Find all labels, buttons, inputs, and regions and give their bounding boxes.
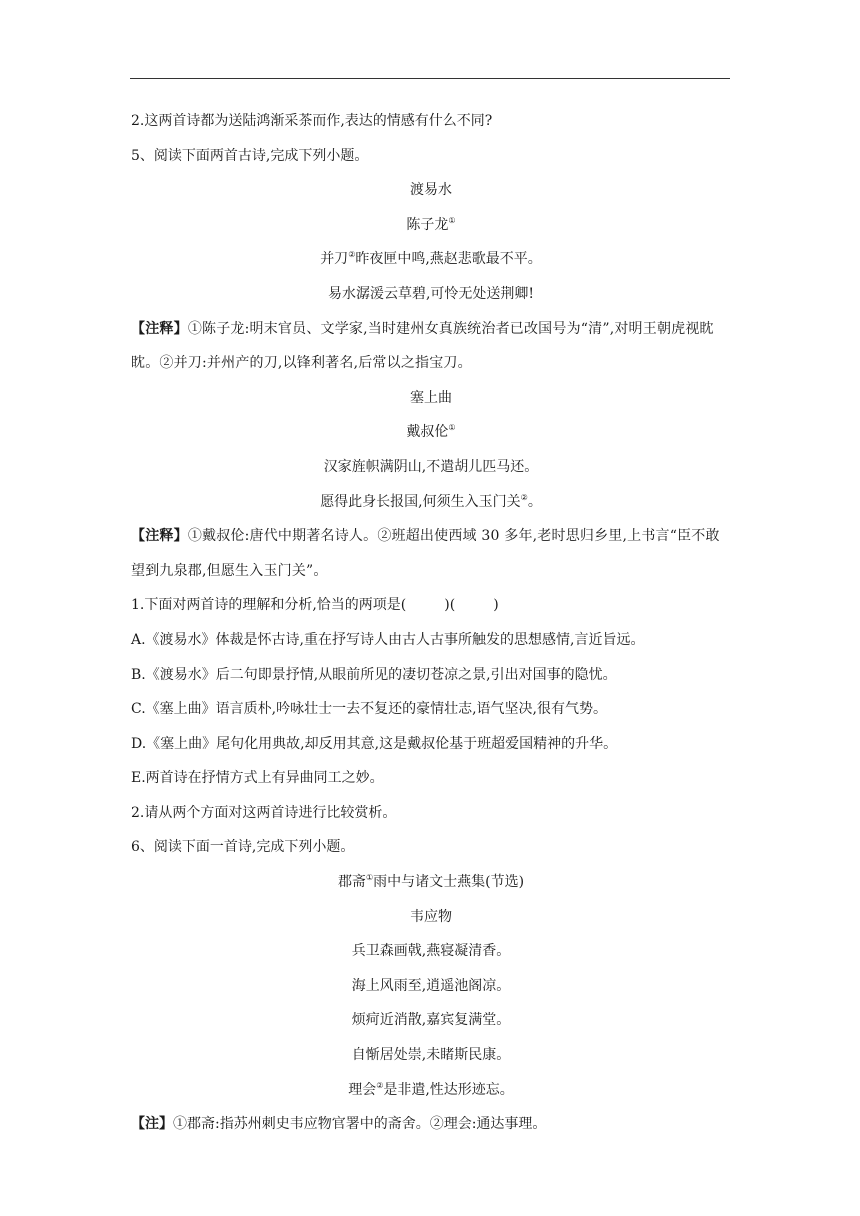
- poem2-notes: [131, 519, 731, 588]
- poem3-line-2: 海上风雨至,逍遥池阁凉。: [351, 977, 511, 994]
- poem3-line-5: [131, 1073, 731, 1108]
- footnote-mark: ②: [376, 1080, 384, 1090]
- poem3-title: [131, 865, 731, 900]
- poem1-title: 渡易水: [410, 182, 452, 199]
- footnote-mark: ①: [448, 423, 456, 433]
- section-5-heading: 5、阅读下面两首古诗,完成下列小题。: [131, 147, 369, 164]
- footnote-mark: ①: [448, 215, 456, 225]
- note-tag: 【注释】: [131, 528, 188, 545]
- poem1-line-2: 易水潺湲云草碧,可怜无处送荆卿!: [327, 285, 535, 302]
- poem2-line-2-part-b: 。: [527, 493, 542, 510]
- poem2-title: 塞上曲: [410, 389, 452, 406]
- footnote-mark: ②: [348, 250, 356, 260]
- poem1-author-name: 陈子龙: [406, 216, 449, 233]
- option-b: B.《渡易水》后二句即景抒情,从眼前所见的凄切苍凉之景,引出对国事的隐忧。: [131, 666, 617, 683]
- poem3-title-part-a: 郡斋: [337, 874, 366, 891]
- poem3-notes: [131, 1107, 731, 1142]
- footnote-mark: ②: [520, 492, 528, 502]
- question-1-stem-a: 1.下面对两首诗的理解和分析,恰当的两项是(: [131, 597, 407, 614]
- question-1-stem-b: )(: [444, 597, 456, 614]
- poem2-author: [131, 415, 731, 450]
- poem1-line-1: [131, 242, 731, 277]
- note-text: ①郡斋:指苏州刺史韦应物官署中的斋舍。②理会:通达事理。: [173, 1116, 547, 1133]
- note-text: ①戴叔伦:唐代中期著名诗人。②班超出使西域 30 多年,老时思归乡里,上书言“臣不敢望到九泉郡,但愿生入玉门关”。: [131, 528, 720, 579]
- option-a: A.《渡易水》体裁是怀古诗,重在抒写诗人由古人古事所触发的思想感情,言近旨远。: [131, 631, 645, 648]
- poem1-line-1-part-b: 昨夜匣中鸣,燕赵悲歌最不平。: [355, 251, 542, 268]
- poem2-line-2: [131, 485, 731, 520]
- note-tag: 【注释】: [131, 320, 188, 337]
- question-2: 2.请从两个方面对这两首诗进行比较赏析。: [131, 804, 397, 821]
- section-6-heading: 6、阅读下面一首诗,完成下列小题。: [131, 839, 355, 856]
- poem3-line-3: 烦疴近消散,嘉宾复满堂。: [351, 1012, 511, 1029]
- poem3-author: 韦应物: [410, 908, 452, 925]
- poem3-line-4: 自惭居处崇,未睹斯民康。: [351, 1047, 511, 1064]
- question-1-stem: [131, 588, 731, 623]
- header-rule: [130, 78, 730, 79]
- note-text: ①陈子龙:明末官员、文学家,当时建州女真族统治者已改国号为“清”,对明王朝虎视眈眈。②并刀:并州产的刀,以锋利著名,后常以之指宝刀。: [131, 320, 714, 372]
- poem2-author-name: 戴叔伦: [406, 424, 449, 441]
- question-1-stem-c: ): [493, 597, 499, 614]
- poem2-line-2-part-a: 愿得此身长报国,何须生入玉门关: [320, 493, 521, 510]
- poem1-notes: [131, 312, 731, 381]
- poem3-line-5-part-a: 理会: [348, 1081, 377, 1098]
- poem3-line-1: 兵卫森画戟,燕寝凝清香。: [351, 943, 511, 960]
- option-d: D.《塞上曲》尾句化用典故,却反用其意,这是戴叔伦基于班超爱国精神的升华。: [131, 735, 618, 752]
- option-c: C.《塞上曲》语言质朴,吟咏壮士一去不复还的豪情壮志,语气坚决,很有气势。: [131, 701, 608, 718]
- option-e: E.两首诗在抒情方式上有异曲同工之妙。: [131, 770, 384, 787]
- poem1-line-1-part-a: 并刀: [320, 251, 349, 268]
- poem3-line-5-part-b: 是非遣,性达形迹忘。: [383, 1081, 514, 1098]
- poem2-line-1: 汉家旌帜满阴山,不遣胡儿匹马还。: [323, 458, 539, 475]
- poem1-author: [131, 208, 731, 243]
- prev-question-2: 2.这两首诗都为送陆鸿渐采茶而作,表达的情感有什么不同?: [131, 113, 493, 129]
- note-tag: 【注】: [131, 1116, 173, 1133]
- footnote-mark: ①: [365, 873, 374, 883]
- document-body: [131, 104, 731, 1142]
- poem3-title-part-b: 雨中与诸文士燕集(节选): [373, 874, 525, 891]
